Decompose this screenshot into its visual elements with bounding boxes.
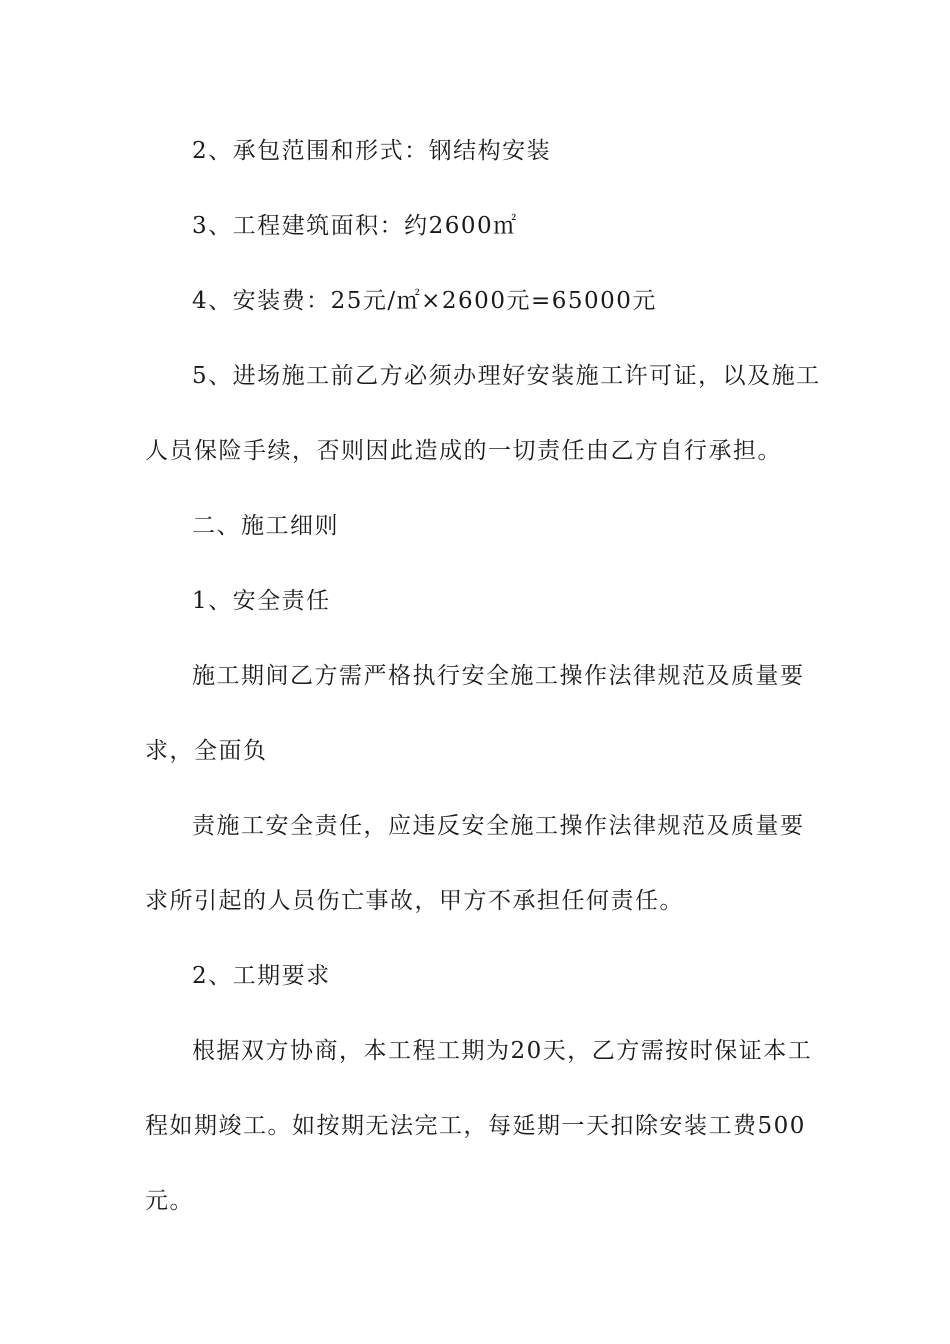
- paragraph-schedule-end: 元。: [145, 1188, 194, 1214]
- clause-area: 3、工程建筑面积：约2600㎡: [192, 213, 518, 239]
- subheading-schedule: 2、工期要求: [192, 963, 331, 989]
- section-heading-rules: 二、施工细则: [192, 513, 339, 539]
- paragraph-schedule-cont: 程如期竣工。如按期无法完工，每延期一天扣除安装工费500: [145, 1113, 806, 1139]
- paragraph-schedule: 根据双方协商，本工程工期为20天，乙方需按时保证本工: [192, 1038, 813, 1064]
- paragraph-safety-1: 施工期间乙方需严格执行安全施工操作法律规范及质量要: [192, 663, 805, 689]
- paragraph-safety-1-cont: 求，全面负: [145, 738, 268, 764]
- clause-permit-cont: 人员保险手续，否则因此造成的一切责任由乙方自行承担。: [145, 438, 782, 464]
- clause-permit: 5、进场施工前乙方必须办理好安装施工许可证，以及施工: [192, 363, 821, 389]
- paragraph-safety-2-cont: 求所引起的人员伤亡事故，甲方不承担任何责任。: [145, 888, 684, 914]
- subheading-safety: 1、安全责任: [192, 588, 331, 614]
- clause-fee: 4、安装费：25元/㎡×2600元=65000元: [192, 288, 657, 314]
- paragraph-safety-2: 责施工安全责任，应违反安全施工操作法律规范及质量要: [192, 813, 805, 839]
- clause-scope: 2、承包范围和形式：钢结构安装: [192, 138, 552, 164]
